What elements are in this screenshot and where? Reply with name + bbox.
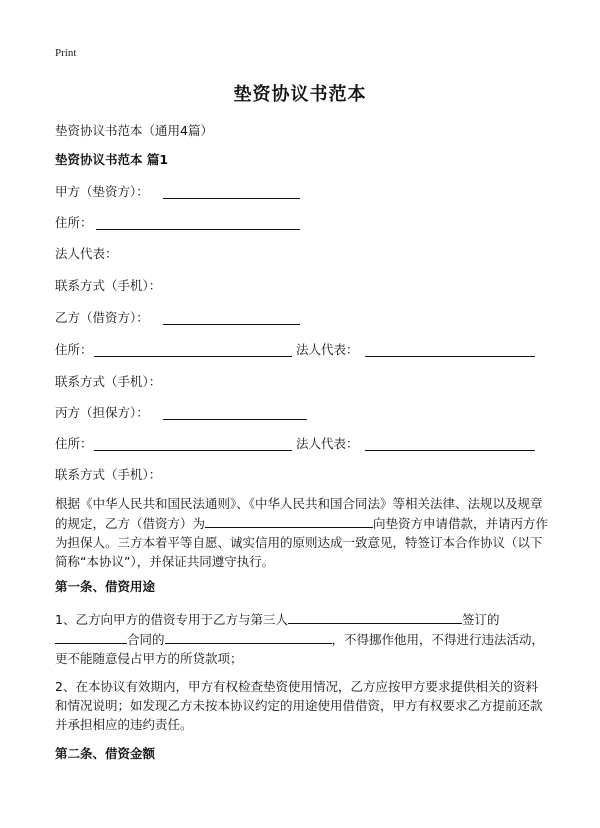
clause-1-text-b: 签订的 (461, 612, 500, 627)
article-2-heading: 第二条、借资金额 (55, 746, 156, 761)
intro-paragraph (55, 494, 550, 571)
article-1-clause-1 (55, 609, 550, 668)
intro-text-part2: 向垫资方申请借款，并请丙方作为担保人。三方本着平等自愿、诚实信用的原则达成一致意见，特签订本合作协议（以下简称“本协议”），并保证共同遵守执行。 (55, 516, 549, 569)
document-title: 垫资协议书范本 (233, 84, 367, 105)
contract-name-blank (165, 629, 332, 644)
address-3-blank (94, 450, 292, 451)
party-c-blank (163, 419, 307, 420)
article-1-heading: 第一条、借资用途 (55, 579, 156, 594)
clause-1-text-a: 1、乙方向甲方的借资专用于乙方与第三人 (55, 612, 288, 627)
contact-2-label: 联系方式（手机）： (55, 374, 162, 389)
document-subtitle: 垫资协议书范本（通用4篇） (55, 123, 213, 138)
contact-3-label: 联系方式（手机）： (55, 467, 162, 482)
third-party-blank (288, 609, 462, 624)
party-b-label: 乙方（借资方）： (55, 310, 149, 325)
intro-text-part1: 根据《中华人民共和国民法通则》、《中华人民共和国合同法》等相关法律、法规以及规章的规定，乙方（借资方）为 (55, 496, 543, 531)
article-1-clause-2: 2、在本协议有效期内，甲方有权检查垫资使用情况，乙方应按甲方要求提供相关的资料和情况说明；如发现乙方未按本协议约定的用途使用借借资，甲方有权要求乙方提前还款并承担相应的违约责任。 (55, 679, 543, 732)
section-heading: 垫资协议书范本 篇1 (55, 152, 169, 167)
party-c-label: 丙方（担保方）： (55, 405, 149, 420)
legal-rep-3-blank (365, 450, 535, 451)
legal-rep-3-label: 法人代表： (296, 436, 359, 451)
address-2-blank (94, 356, 292, 357)
legal-rep-2-label: 法人代表： (296, 342, 359, 357)
contract-date-blank (55, 629, 127, 644)
contact-1-label: 联系方式（手机）： (55, 278, 162, 293)
clause-1-text-c: 合同的 (127, 632, 165, 647)
address-1-label: 住所： (55, 215, 93, 230)
address-1-blank (96, 229, 300, 230)
party-a-label: 甲方（垫资方）： (55, 184, 149, 199)
party-b-blank (163, 324, 300, 325)
print-label[interactable]: Print (55, 47, 77, 59)
party-a-blank (163, 198, 300, 199)
legal-rep-2-blank (365, 356, 535, 357)
address-2-label: 住所： (55, 342, 93, 357)
address-3-label: 住所： (55, 436, 93, 451)
intro-blank (205, 513, 373, 528)
legal-rep-1-label: 法人代表： (55, 246, 118, 261)
clause-1-text-d: ，不得挪作他用，不得进行违法活动，更不能随意侵占甲方的所贷款项； (55, 632, 545, 666)
